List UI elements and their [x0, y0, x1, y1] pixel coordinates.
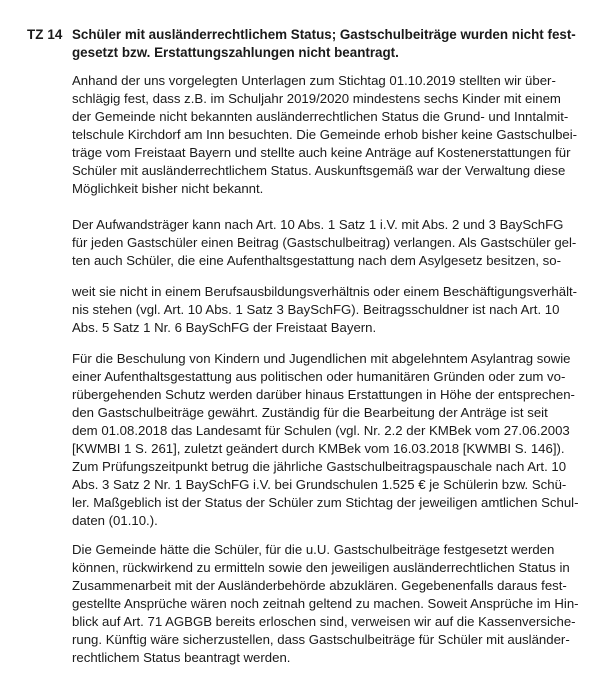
text-line: daten (01.10.).: [72, 513, 158, 528]
text-line: Für die Beschulung von Kindern und Jugendlichen mit abgelehntem Asylantrag sowie: [72, 351, 571, 366]
text-line: rechtlichem Status beantragt werden.: [72, 650, 291, 665]
paragraph-findings: [72, 72, 582, 198]
text-line: Zusammenarbeit mit der Ausländerbehörde abzuklären. Gegebenenfalls daraus fest-: [72, 578, 567, 593]
text-line: Möglichkeit bisher nicht bekannt.: [72, 181, 264, 196]
heading-line: gesetzt bzw. Erstattungszahlungen nicht beantragt.: [72, 45, 399, 60]
text-line: Anhand der uns vorgelegten Unterlagen zum Stichtag 01.10.2019 stellten wir über-: [72, 73, 556, 88]
text-line: Schüler mit ausländerrechtlichem Status. Auskunftsgemäß war der Verwaltung diese: [72, 163, 566, 178]
text-line: rung. Künftig wäre sicherzustellen, dass Gastschulbeiträge für Schüler mit ausländer-: [72, 632, 570, 647]
text-line: einer Aufenthaltsgestattung aus politischen oder humanitären Gründen oder zum vo-: [72, 369, 566, 384]
text-line: Abs. 3 Satz 2 Nr. 1 BaySchFG i.V. bei Grundschulen 1.525 € je Schülerin bzw. Schü-: [72, 477, 567, 492]
text-line: rübergehenden Schutz werden darüber hinaus Erstattungen in Höhe der entsprechen-: [72, 387, 575, 402]
section-heading: [72, 26, 576, 62]
paragraph-reimbursement: [72, 350, 582, 530]
text-line: dem 01.08.2018 das Landesamt für Schulen (vgl. Nr. 2.2 der KMBek vom 27.06.2003: [72, 423, 570, 438]
text-line: der Gemeinde nicht bekannten ausländerrechtlichen Status die Grund- und Inntalmit-: [72, 109, 569, 124]
text-line: ler. Maßgeblich ist der Status der Schüler zum Stichtag der jeweiligen amtlichen Schul-: [72, 495, 579, 510]
paragraph-legal-basis: [72, 216, 582, 270]
text-line: [KWMBI 1 S. 261], zuletzt geändert durch KMBek vom 16.03.2018 [KWMBI S. 146]).: [72, 441, 565, 456]
text-line: telschule Kirchdorf am Inn besuchten. Die Gemeinde erhob bisher keine Gastschulbei-: [72, 127, 578, 142]
text-line: blick auf Art. 71 AGBGB bereits erloschen sind, verweisen wir auf die Kassenversiche-: [72, 614, 576, 629]
heading-line: Schüler mit ausländerrechtlichem Status; Gastschulbeiträge wurden nicht fest-: [72, 27, 576, 42]
text-line: träge vom Freistaat Bayern und stellte auch keine Anträge auf Kostenerstattungen für: [72, 145, 571, 160]
text-line: den Gastschulbeiträge gewährt. Zuständig für die Bearbeitung der Anträge ist seit: [72, 405, 548, 420]
text-line: weit sie nicht in einem Berufsausbildungsverhältnis oder einem Beschäftigungsverhält-: [72, 284, 578, 299]
text-line: können, rückwirkend zu ermitteln sowie den jeweiligen ausländerrechtlichen Status in: [72, 560, 570, 575]
text-line: Zum Prüfungszeitpunkt betrug die jährliche Gastschulbeitragspauschale nach Art. 10: [72, 459, 567, 474]
paragraph-recommendation: [72, 541, 582, 667]
text-line: ten auch Schüler, die eine Aufenthaltsgestattung nach dem Asylgesetz besitzen, so-: [72, 253, 561, 268]
paragraph-legal-basis-continued: [72, 283, 582, 337]
text-line: Abs. 5 Satz 1 Nr. 6 BaySchFG der Freistaat Bayern.: [72, 320, 377, 335]
text-line: Die Gemeinde hätte die Schüler, für die u.U. Gastschulbeiträge festgesetzt werden: [72, 542, 555, 557]
text-line: für jeden Gastschüler einen Beitrag (Gastschulbeitrag) verlangen. Als Gastschüler gel-: [72, 235, 577, 250]
section-number: TZ 14: [27, 27, 63, 42]
text-line: Der Aufwandsträger kann nach Art. 10 Abs. 1 Satz 1 i.V. mit Abs. 2 und 3 BaySchFG: [72, 217, 564, 232]
text-line: schlägig fest, dass z.B. im Schuljahr 2019/2020 mindestens sechs Kinder mit einem: [72, 91, 561, 106]
text-line: gestellte Ansprüche wären noch zeitnah geltend zu machen. Soweit Ansprüche im Hin-: [72, 596, 579, 611]
text-line: nis stehen (vgl. Art. 10 Abs. 1 Satz 3 BaySchFG). Beitragsschuldner ist nach Art. 10: [72, 302, 560, 317]
